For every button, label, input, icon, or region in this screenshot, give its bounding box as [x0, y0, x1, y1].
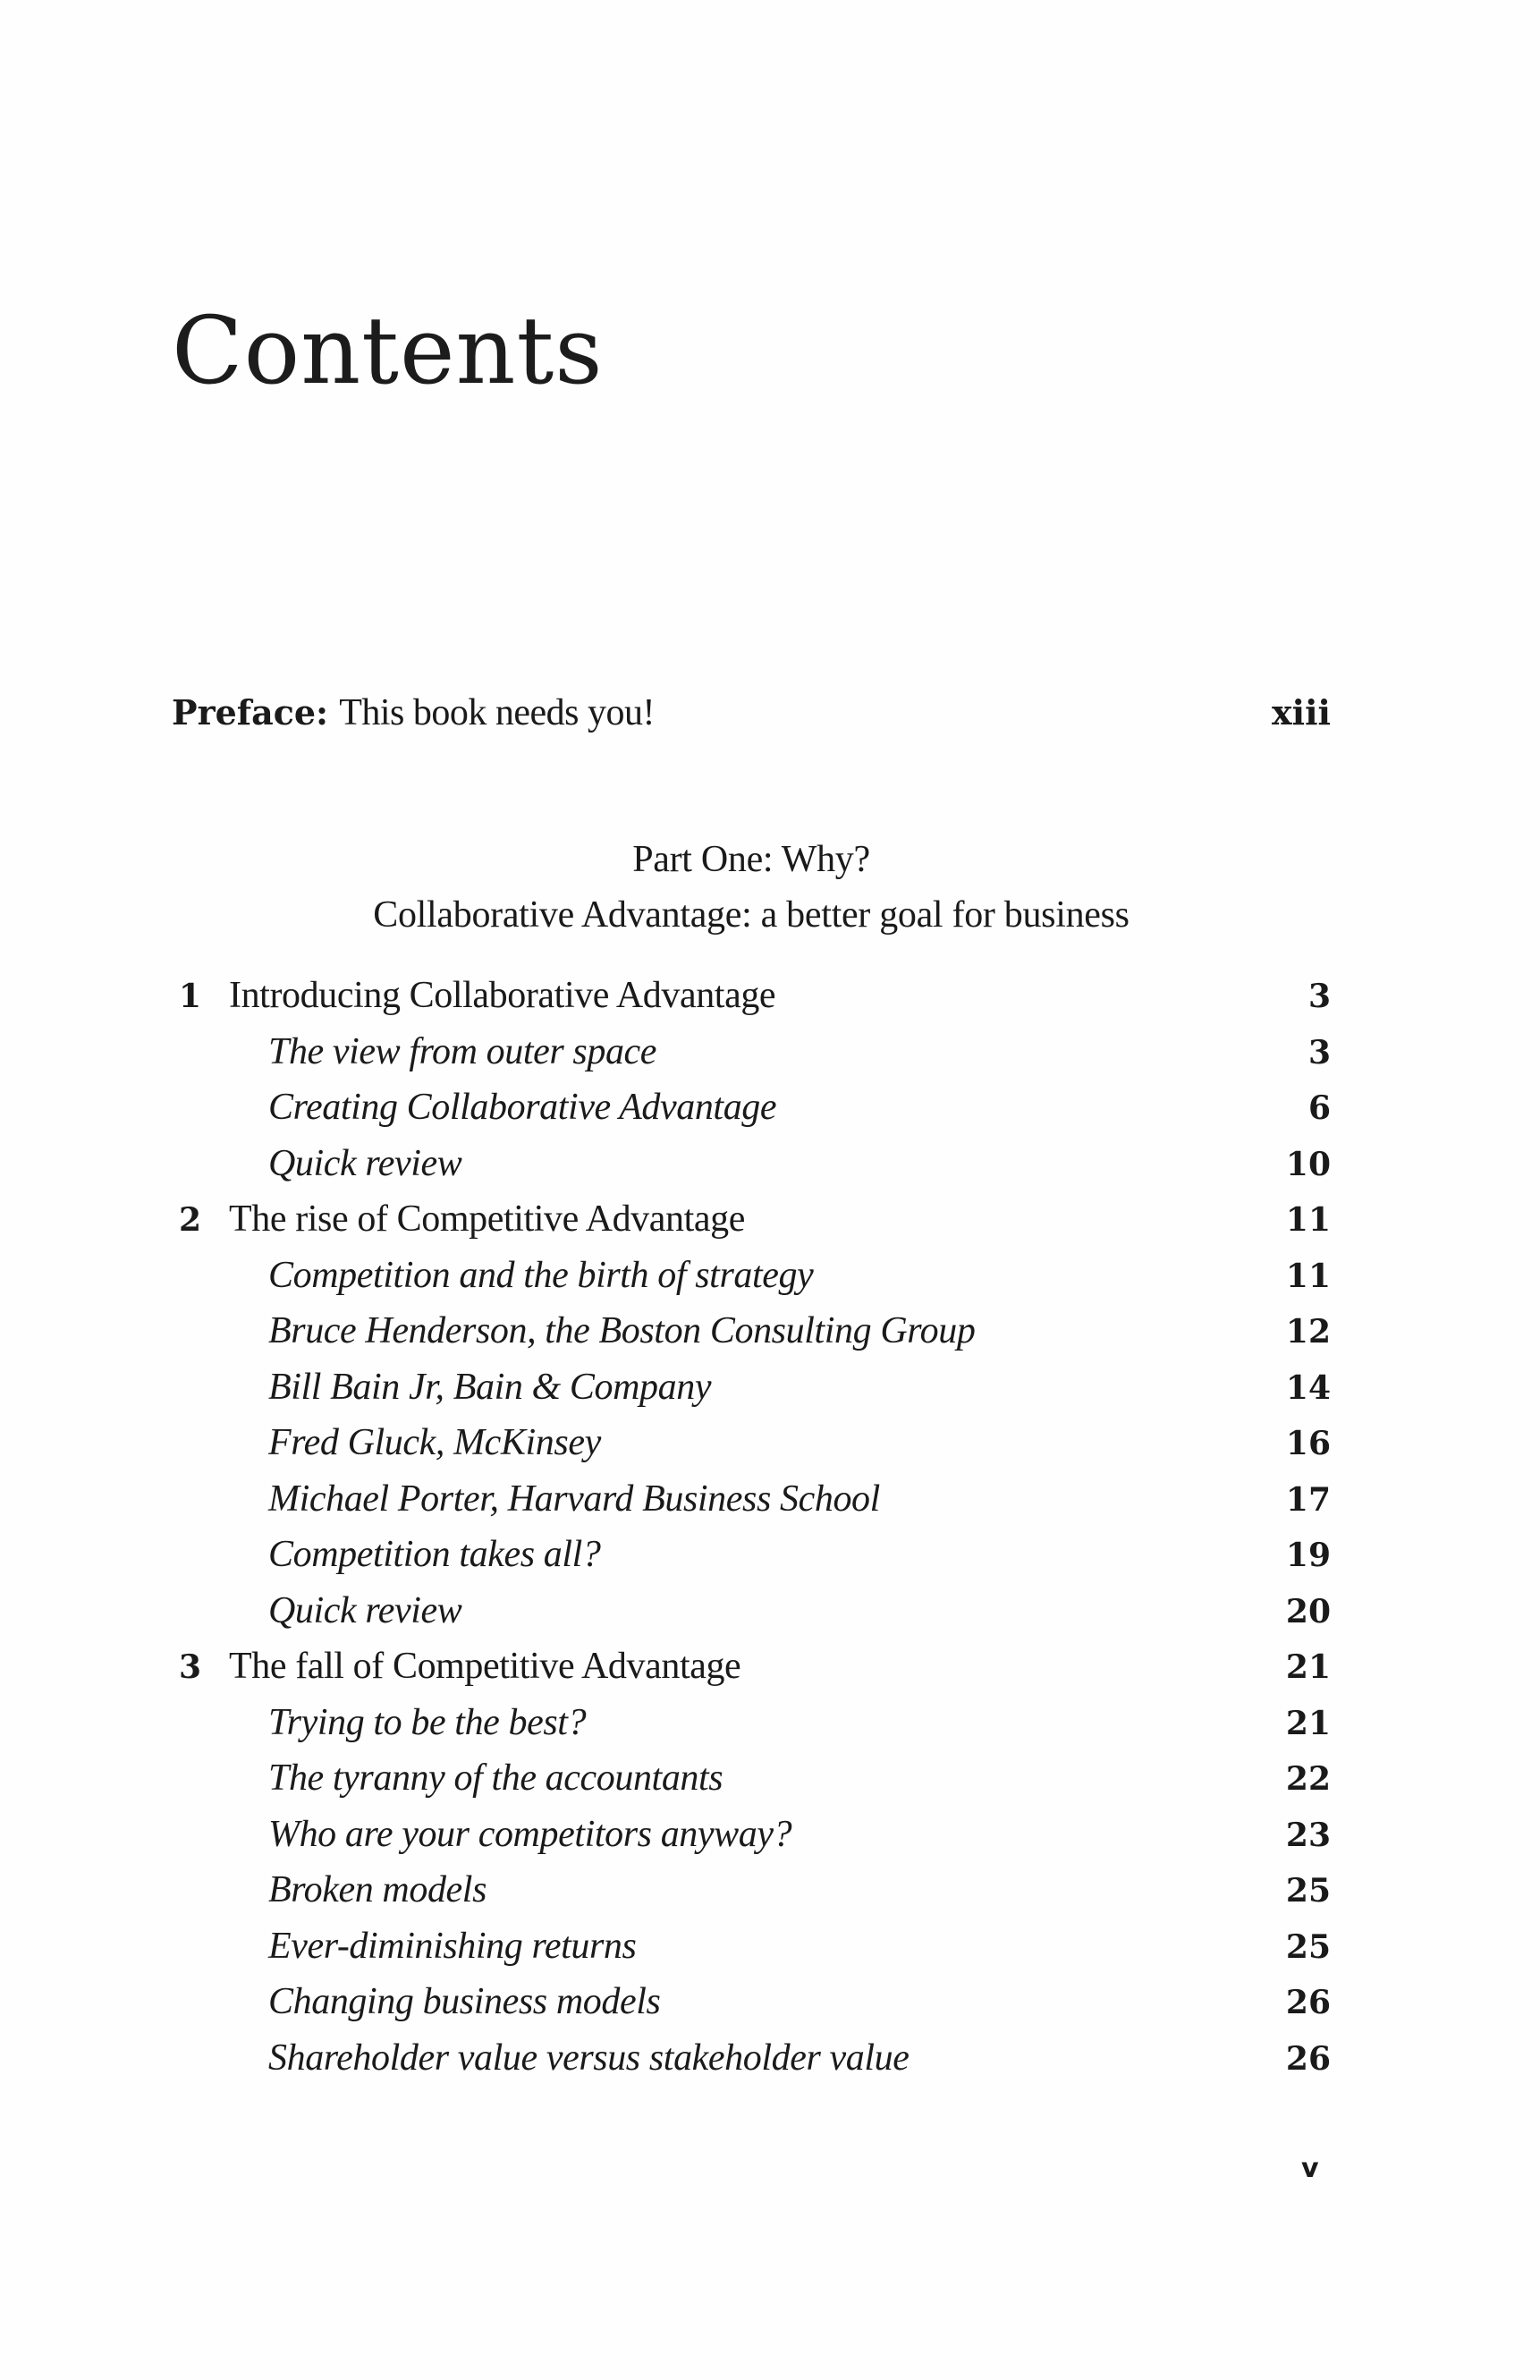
- toc-section-row[interactable]: [179, 1701, 1331, 1760]
- section-title: Ever-diminishing returns: [268, 1925, 637, 1967]
- section-title: Michael Porter, Harvard Business School: [268, 1478, 880, 1520]
- chapter-title: The fall of Competitive Advantage: [229, 1646, 741, 1687]
- preface-text: [172, 694, 655, 732]
- toc-section-row[interactable]: [179, 1254, 1331, 1313]
- toc-section-row[interactable]: [179, 1030, 1331, 1089]
- page-number: 26: [1285, 1984, 1331, 2021]
- toc-section-row[interactable]: [179, 1813, 1331, 1872]
- section-title: Quick review: [268, 1142, 462, 1184]
- section-title: Bruce Henderson, the Boston Consulting Group: [268, 1310, 976, 1351]
- section-title: Changing business models: [268, 1981, 661, 2022]
- chapter-title: Introducing Collaborative Advantage: [229, 975, 776, 1016]
- page-number: 22: [1285, 1760, 1331, 1798]
- page-number: 11: [1285, 1257, 1331, 1295]
- toc-section-row[interactable]: [179, 2039, 1331, 2096]
- section-title: The tyranny of the accountants: [268, 1757, 723, 1799]
- preface-entry[interactable]: [172, 694, 1331, 732]
- toc-section-row[interactable]: [179, 1368, 1331, 1425]
- preface-page-number: xiii: [1272, 692, 1331, 733]
- toc-chapter-row[interactable]: [179, 977, 1331, 1033]
- toc-section-row[interactable]: [179, 1536, 1331, 1592]
- folio-page-number: v: [1301, 2153, 1319, 2184]
- page-number: 3: [1307, 1033, 1331, 1071]
- page-number: 25: [1285, 1872, 1331, 1910]
- section-title: Shareholder value versus stakeholder value: [268, 2037, 910, 2079]
- page-number: 16: [1285, 1425, 1331, 1462]
- toc-section-row[interactable]: [179, 1142, 1331, 1201]
- toc-section-row[interactable]: [179, 1927, 1331, 1984]
- section-title: Creating Collaborative Advantage: [268, 1087, 777, 1128]
- toc-section-row[interactable]: [179, 1759, 1331, 1816]
- page-number: 25: [1285, 1927, 1331, 1966]
- section-title: Competition takes all?: [268, 1534, 601, 1575]
- chapter-title: The rise of Competitive Advantage: [229, 1198, 745, 1240]
- page-number: 23: [1285, 1816, 1331, 1854]
- section-title: Who are your competitors anyway?: [268, 1813, 792, 1855]
- section-title: The view from outer space: [268, 1030, 657, 1072]
- preface-label: Preface:: [172, 692, 329, 733]
- section-title: Quick review: [268, 1589, 462, 1631]
- page-number: 21: [1285, 1648, 1331, 1686]
- section-title: Broken models: [268, 1869, 487, 1910]
- part-heading: Part One: Why?: [632, 839, 870, 880]
- page-number: 10: [1285, 1145, 1331, 1183]
- toc-list: [179, 977, 1331, 2095]
- chapter-number: 2: [179, 1201, 202, 1239]
- toc-chapter-row[interactable]: [179, 1200, 1331, 1257]
- section-title: Fred Gluck, McKinsey: [268, 1422, 601, 1463]
- page-number: 6: [1307, 1089, 1331, 1127]
- section-title: Bill Bain Jr, Bain & Company: [268, 1366, 712, 1408]
- toc-section-row[interactable]: [179, 1983, 1331, 2039]
- toc-chapter-row[interactable]: [179, 1647, 1331, 1704]
- toc-section-row[interactable]: [179, 1480, 1331, 1537]
- chapter-number: 1: [179, 978, 202, 1015]
- toc-section-row[interactable]: [179, 1589, 1331, 1648]
- page-number: 20: [1285, 1592, 1331, 1630]
- toc-section-row[interactable]: [179, 1088, 1331, 1145]
- preface-title: This book needs you!: [339, 692, 655, 733]
- page-title: Contents: [172, 296, 604, 405]
- page-number: 3: [1307, 978, 1331, 1015]
- page-number: 21: [1285, 1704, 1331, 1742]
- section-title: Competition and the birth of strategy: [268, 1254, 814, 1296]
- toc-section-row[interactable]: [179, 1871, 1331, 1927]
- page-number: 12: [1285, 1313, 1331, 1351]
- page-number: 26: [1285, 2039, 1331, 2078]
- toc-section-row[interactable]: [179, 1312, 1331, 1368]
- chapter-number: 3: [179, 1648, 202, 1686]
- page-number: 11: [1285, 1201, 1331, 1239]
- part-subtitle: Collaborative Advantage: a better goal for business: [373, 894, 1130, 936]
- page-number: 14: [1285, 1368, 1331, 1407]
- toc-section-row[interactable]: [179, 1424, 1331, 1480]
- section-title: Trying to be the best?: [268, 1701, 587, 1743]
- page-number: 19: [1285, 1537, 1331, 1574]
- page-number: 17: [1285, 1480, 1331, 1519]
